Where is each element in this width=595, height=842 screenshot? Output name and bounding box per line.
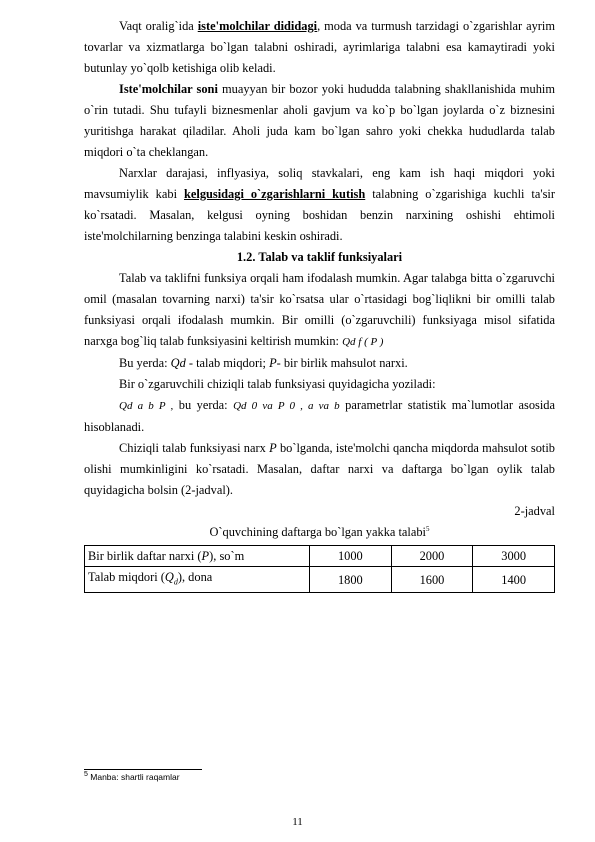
footnote-number: 5: [84, 771, 88, 779]
bold-term-expectations: kelgusidagi o`zgarishlarni kutish: [183, 187, 366, 201]
paragraph-expectations: [84, 163, 555, 247]
text-run: Talab miqdori (: [88, 570, 165, 584]
text-run: Talab va taklifni funksiya orqali ham ifodalash mumkin. Agar talabga bitta o`zgaruvchi omil (masalan tovarning narxi) ta'sir ko`rsatsa ular o`rtasidagi bog`liqlikni bir omilli talab funksiyasi orqali ifodalash mumkin. Bir omilli (o`zgaruvchili) funksiyaga misol sifatida narxga bog`liq talab funksiyasini keltirish mumkin:: [84, 271, 555, 348]
formula-conditions: Qd 0 va P 0 , a va b: [233, 400, 340, 412]
paragraph-tastes: [84, 16, 555, 79]
bold-term-consumers: Iste'molchilar soni: [119, 82, 218, 96]
page-content: [84, 16, 555, 593]
table-cell: 1000: [310, 546, 392, 567]
table-cell: 3000: [473, 546, 555, 567]
text-run: bo`lganda, iste'molchi qancha miqdorda mahsulot sotib olishi mumkinligini ko`rsatadi. Masalan, daftar narxi va daftarga bo`lgan oylik talab quyidagicha bolsin (2-jadval).: [84, 441, 555, 497]
footnote-divider: [84, 769, 202, 770]
text-run: ), so`m: [209, 549, 245, 563]
paragraph-demand-function: [84, 268, 555, 353]
demand-table: [84, 545, 555, 593]
table-title: [84, 522, 555, 543]
paragraph-linear-formula: [84, 395, 555, 438]
footnote-mark: 5: [426, 524, 430, 533]
row-label-quantity: [85, 567, 310, 593]
table-label: 2-jadval: [514, 504, 555, 518]
paragraph-linear-explanation: [84, 438, 555, 501]
text-run: - bir birlik mahsulot narxi.: [276, 356, 408, 370]
text-run: muayyan bir bozor yoki hududda talabning shakllanishida muhim o`rin tutadi. Shu tufayli biznesmenlar aholi gavjum va ko`p bo`lgan joylarda o`z biznesini yuritishga harakat qiladilar. Aholi juda kam bo`lgan sahro yoki chekka hududlarda talab miqdori o`ta cheklangan.: [84, 82, 555, 159]
section-heading: 1.2. Talab va taklif funksiyalari: [236, 250, 403, 264]
text-run: talabning o`zgarishiga kuchli ta'sir ko`rsatadi. Masalan, kelgusi oyning boshidan benzin narxining oshishi ehtimoli iste'molchilarning benzinga talabini keskin oshiradi.: [84, 187, 555, 243]
footnote-text: Manba: shartli raqamlar: [87, 772, 180, 782]
var-q: Q: [164, 570, 174, 584]
table-row: [85, 546, 555, 567]
formula-demand-function: Qd f ( P ): [342, 336, 384, 348]
text-run: bu yerda:: [173, 398, 234, 412]
text-run: Bu yerda:: [119, 356, 171, 370]
footnote: [84, 772, 180, 782]
formula-linear-demand: Qd a b P ,: [119, 400, 174, 412]
page-number: 11: [292, 816, 303, 828]
paragraph-linear-intro: Bir o`zgaruvchili chiziqli talab funksiyasi quyidagicha yoziladi:: [119, 377, 436, 391]
text-run: Narxlar darajasi, inflyasiya, soliq stavkalari, eng kam ish haqi miqdori yoki mavsumiylik kabi: [84, 166, 555, 201]
bold-term-tastes: iste'molchilar dididagi: [197, 19, 318, 33]
table-row: [85, 567, 555, 593]
table-cell: 1800: [310, 567, 392, 593]
var-p: P: [269, 441, 277, 455]
paragraph-consumers-count: [84, 79, 555, 163]
var-subscript: d: [173, 577, 178, 587]
text-run: Vaqt oralig`ida: [119, 19, 198, 33]
table-cell: 2000: [391, 546, 473, 567]
table-cell: 1600: [391, 567, 473, 593]
row-label-price: [85, 546, 310, 567]
text-run: - talab miqdori;: [185, 356, 270, 370]
text-run: Bir birlik daftar narxi (: [88, 549, 202, 563]
var-p: P: [269, 356, 277, 370]
text-run: Chiziqli talab funksiyasi narx: [119, 441, 270, 455]
var-qd: Qd: [170, 356, 186, 370]
text-run: parametrlar statistik ma`lumotlar asosida hisoblanadi.: [84, 398, 555, 434]
text-run: ), dona: [177, 570, 213, 584]
table-cell: 1400: [473, 567, 555, 593]
paragraph-definitions: [84, 353, 555, 374]
table-title-text: O`quvchining daftarga bo`lgan yakka talabi: [209, 525, 427, 539]
var-p: P: [201, 549, 210, 563]
text-run: , moda va turmush tarzidagi o`zgarishlar ayrim tovarlar va xizmatlarga bo`lgan talabni oshiradi, ayrimlariga talabni esa kamaytiradi yoki butunlay yo`qolb ketishiga olib keladi.: [84, 19, 555, 75]
